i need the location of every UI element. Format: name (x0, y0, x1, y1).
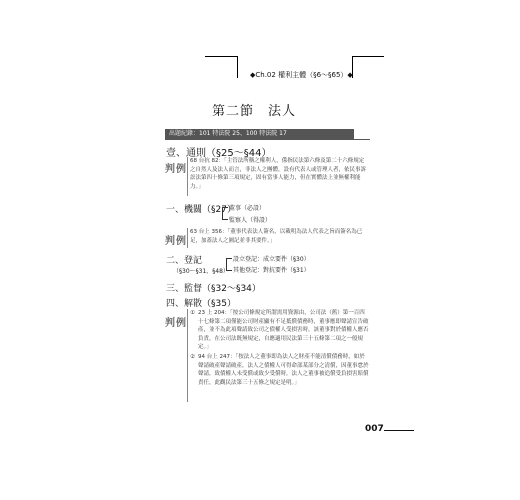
organ-bracket (222, 207, 228, 220)
case-text-2: 63 台上 356：「董事代表法人簽名，以載明為法人代表之旨而簽名為已足，加蓋法人之圖記並非其要件。」 (190, 229, 363, 244)
crop-mark-right-horizontal (352, 56, 384, 57)
case-3-item-2 (190, 353, 370, 387)
heading-general: 壹、通則（§25～§44） (166, 148, 272, 159)
page-number: 007 (365, 424, 384, 434)
page-number-rule (384, 430, 414, 431)
case-rule-3 (187, 309, 188, 402)
organ-branch-directors: 董事（必設） (229, 205, 266, 212)
case-tag-3: 判例 (165, 318, 187, 329)
case-list-3 (190, 309, 370, 387)
case-tag-2: 判例 (165, 236, 187, 247)
chapter-header: ◆Ch.02 權利主體（§6～§65）◆ (250, 71, 353, 79)
crop-mark-left-horizontal (205, 56, 237, 57)
case-text-1: 68 台抗 82：「主管法所稱之權利人，係指民法第六條及第二十六條規定之自然人及法人而言，非法人之團體，設有代表人或管理人者，依民事訴訟法第四十條第三項規定，固有當事人能力，但在實體法上並無權利能力。」 (190, 158, 367, 190)
crop-mark-left-vertical (237, 56, 238, 78)
heading-supervision: 三、監督（§32～§34） (166, 284, 261, 294)
case-3-item-2-text: 94 台上 247：「按法人之董事即為法人之財產不能清償債務時，如於聲請破產聲請破產，法人之債權人可得命部某部分之清償，因董事怠於聲請，致債權人未受償或致少受償時，法人之董事被追償受負損害賠償責任，此觀民法第三十五條之規定是明。」 (198, 353, 369, 386)
heading-organ: 一、機關（§27） (166, 205, 236, 215)
case-rule-1 (187, 157, 188, 196)
registration-bracket (226, 258, 232, 271)
case-rule-2 (187, 228, 188, 248)
circled-one-icon: ① (190, 310, 195, 316)
section-title: 第二節 法人 (212, 104, 297, 119)
registration-ref: （§30～§31、§48） (173, 268, 229, 275)
heading-dissolution: 四、解散（§35） (166, 299, 236, 309)
case-tag-1: 判例 (165, 164, 187, 175)
registration-branch-establish: 設立登記：成立要件（§30） (233, 256, 310, 263)
case-3-item-1 (190, 309, 370, 352)
exam-record-rule (165, 139, 370, 140)
organ-branch-supervisors: 監察人（得設） (229, 217, 272, 224)
case-3-item-1-text: 23 上 204：「按公司條規定所謂需用資源由，公司法（舊）第一百四十七條第二項僅能公司財產顯有不足抵償債務時，董事應即聲請宣告破產，並不為此項聲請致公司之債權人受損害時，該董事對於債權人應否負責，在公司法既無規定，自應適用民法第三十五條第二項之一般規定。」 (198, 310, 369, 351)
exam-record-bar: 出題紀錄：101 特法院 25、100 特法院 17 (165, 129, 354, 139)
registration-branch-other: 其他登記：對抗要件（§31） (233, 267, 310, 274)
circled-two-icon: ② (190, 353, 195, 360)
heading-registration: 二、登記 (166, 256, 203, 266)
